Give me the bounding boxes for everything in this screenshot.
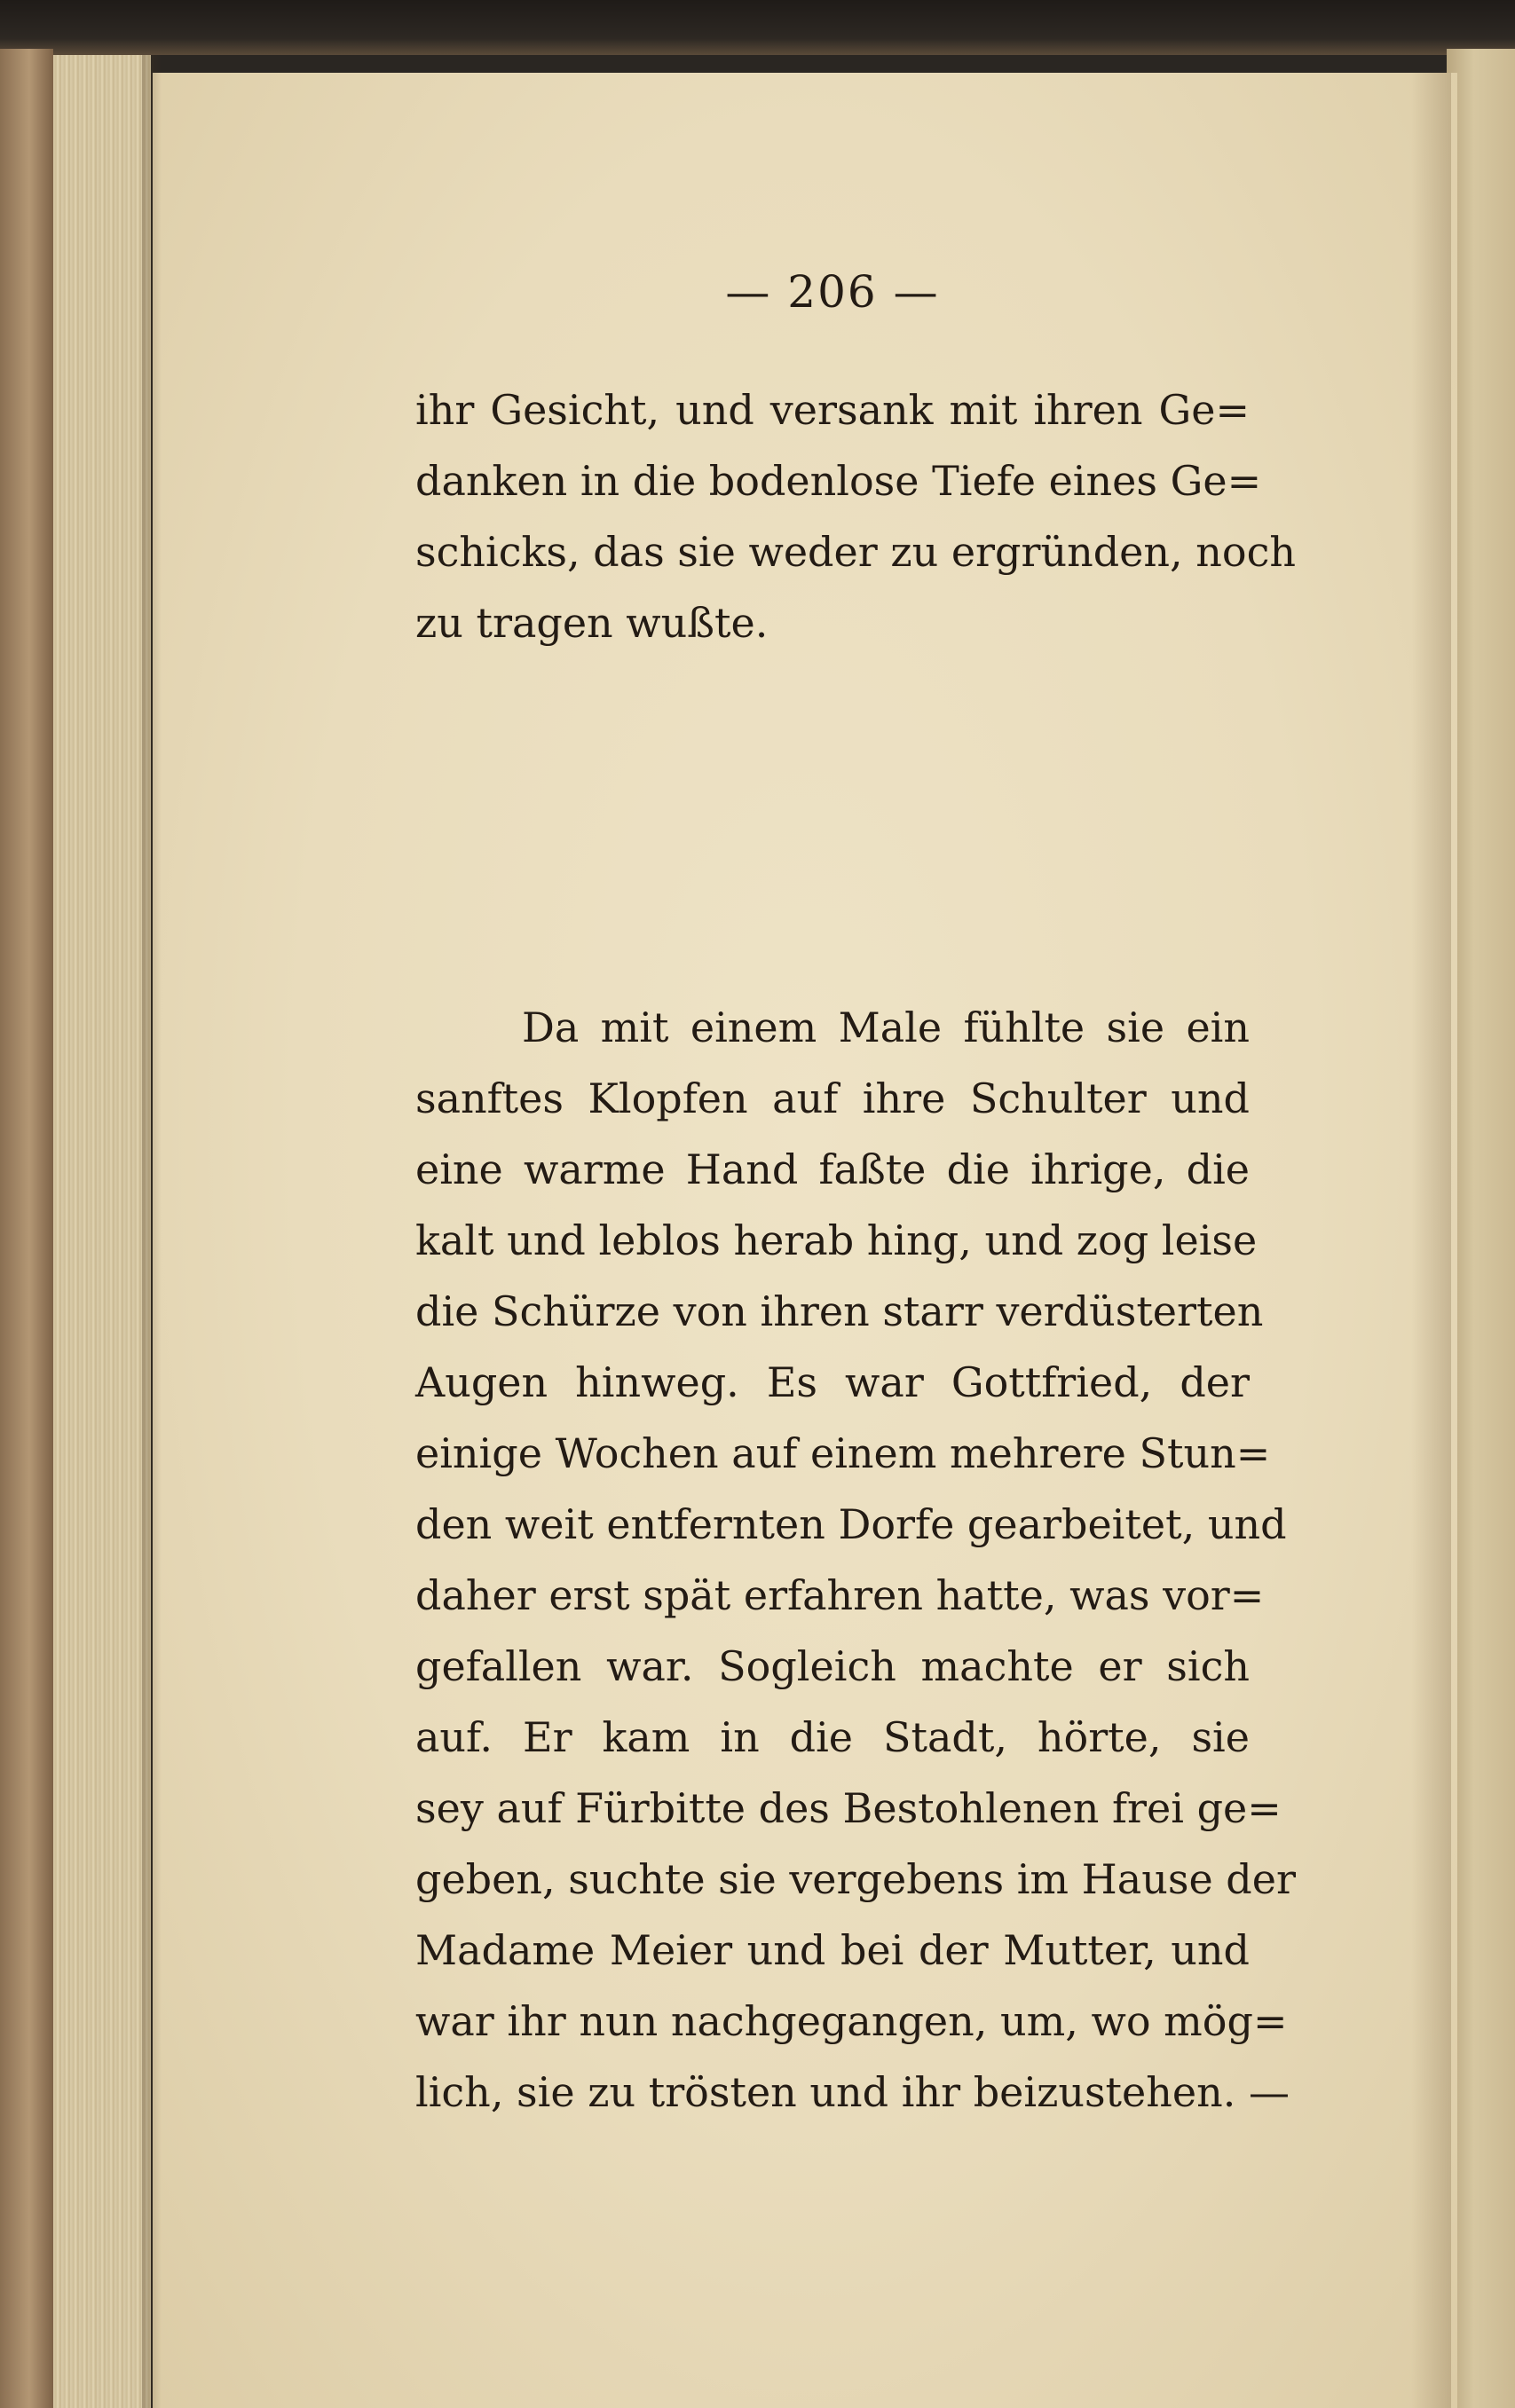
text-line: geben, suchte sie vergebens im Hause der [415, 1855, 1296, 1903]
text-line: zu tragen wußte. [415, 599, 769, 647]
text-line: war ihr nun nachgegangen, um, wo mög= [415, 1997, 1288, 2045]
text-line: sanftes Klopfen auf ihre Schulter und [415, 1074, 1250, 1122]
page-number: — 206 — [725, 266, 940, 318]
text-line: die Schürze von ihren starr verdüsterten [415, 1287, 1264, 1335]
text-line: schicks, das sie weder zu ergründen, noch [415, 528, 1296, 576]
text-line: Augen hinweg. Es war Gottfried, der [415, 1358, 1250, 1406]
page-stack-shadow [142, 55, 162, 2408]
paragraph-1 [415, 374, 1296, 658]
text-line: einige Wochen auf einem mehrere Stun= [415, 1429, 1271, 1477]
text-line: lich, sie zu trösten und ihr beizustehen. — [415, 2068, 1290, 2116]
text-line: auf. Er kam in die Stadt, hörte, sie [415, 1713, 1250, 1761]
text-line: den weit entfernten Dorfe gearbeitet, und [415, 1500, 1287, 1548]
text-line: daher erst spät erfahren hatte, was vor= [415, 1571, 1265, 1619]
text-line: Madame Meier und bei der Mutter, und [415, 1926, 1250, 1974]
gutter-shadow [1411, 73, 1451, 2408]
text-line: ihr Gesicht, und versank mit ihren Ge= [415, 386, 1250, 434]
text-line: sey auf Fürbitte des Bestohlenen frei ge= [415, 1784, 1282, 1832]
text-line: kalt und leblos herab hing, und zog leise [415, 1216, 1258, 1264]
text-line: danken in die bodenlose Tiefe eines Ge= [415, 457, 1262, 505]
paragraph-2 [415, 992, 1296, 2128]
text-line: eine warme Hand faßte die ihrige, die [415, 1145, 1250, 1193]
text-line: Da mit einem Male fühlte sie ein [522, 1003, 1250, 1051]
page-stack-edges [53, 55, 151, 2408]
book-cover-edge [0, 49, 53, 2408]
book-top-edge [0, 0, 1515, 55]
text-line: gefallen war. Sogleich machte er sich [415, 1642, 1250, 1690]
